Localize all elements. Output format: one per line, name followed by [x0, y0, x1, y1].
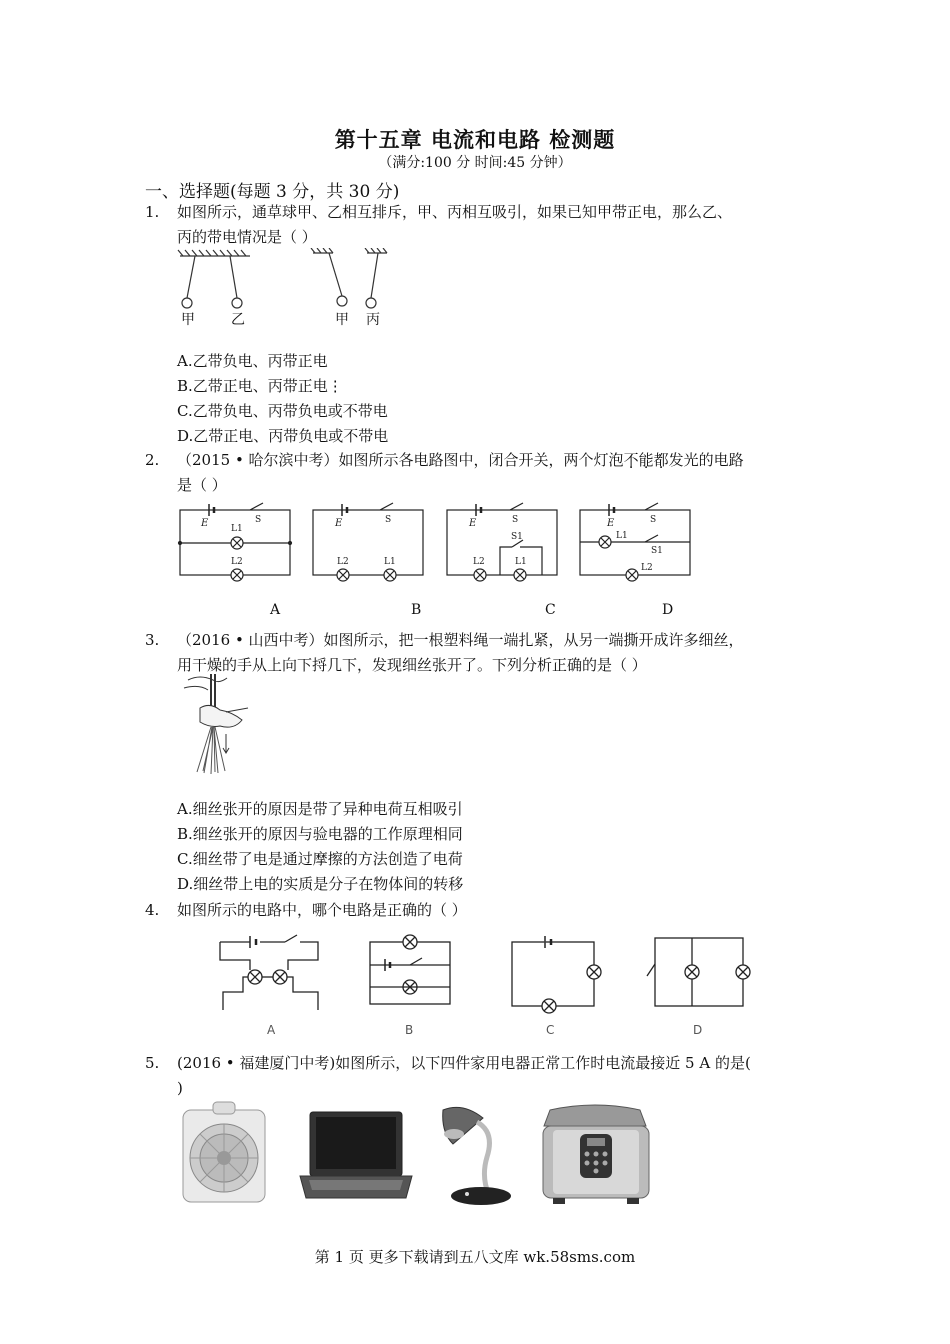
- svg-text:L2: L2: [337, 557, 349, 567]
- option-d: D.乙带正电、丙带负电或不带电: [177, 427, 389, 445]
- option-c: C.乙带负电、丙带负电或不带电: [177, 402, 388, 420]
- svg-text:L1: L1: [231, 524, 243, 534]
- ball-label-yi: 乙: [231, 312, 245, 328]
- ball-label-jia-2: 甲: [335, 312, 349, 328]
- label-battery-e: E: [201, 518, 209, 529]
- circuit-label-d: D: [662, 602, 674, 618]
- option-c: C.细丝带了电是通过摩擦的方法创造了电荷: [177, 850, 463, 868]
- question-number: 1.: [145, 203, 160, 221]
- section-title: 一、选择题(每题 3 分，共 30 分): [145, 182, 400, 202]
- label-switch-s: S: [255, 515, 262, 525]
- ball-label-jia: 甲: [181, 312, 195, 328]
- question-text-line-1: （2016 • 山西中考）如图所示，把一根塑料绳一端扎紧，从另一端撕开成许多细丝，: [177, 631, 744, 649]
- laptop-image: [300, 1112, 412, 1198]
- rice-cooker-image: [543, 1105, 649, 1204]
- ceiling-hatch-left: [178, 250, 246, 256]
- circuit-c: [512, 936, 601, 1013]
- question-number: 5.: [145, 1054, 160, 1072]
- fan-image: [183, 1102, 265, 1202]
- svg-text:L1: L1: [384, 557, 396, 567]
- circuit-d: [647, 938, 750, 1006]
- circuit-label-c: C: [545, 602, 556, 618]
- svg-text:L1: L1: [616, 531, 628, 541]
- question-text-line-2: 用干燥的手从上向下捋几下，发现细丝张开了。下列分析正确的是（ ）: [177, 656, 647, 674]
- circuit-b: [370, 935, 450, 1004]
- circuit-figures-q2: [175, 498, 715, 588]
- circuit-a: [220, 935, 318, 1010]
- svg-text:S: S: [385, 515, 392, 525]
- question-text-line-1: 如图所示的电路中，哪个电路是正确的（ ）: [177, 901, 467, 919]
- option-b: B.乙带正电、丙带正电⋮: [177, 377, 343, 395]
- svg-text:L2: L2: [231, 557, 243, 567]
- circuit-label-b: B: [405, 1023, 414, 1037]
- svg-text:L1: L1: [515, 557, 527, 567]
- question-text-line-1: 如图所示，通草球甲、乙相互排斥，甲、丙相互吸引，如果已知甲带正电，那么乙、: [177, 203, 733, 221]
- question-text-line-2: 是（ ）: [177, 476, 227, 494]
- question-text-line-2: ): [177, 1079, 183, 1097]
- option-a: A.细丝张开的原因是带了异种电荷互相吸引: [177, 800, 463, 818]
- desk-lamp-image: [443, 1107, 511, 1205]
- circuit-c: [447, 503, 557, 581]
- svg-text:E: E: [335, 518, 343, 529]
- circuit-label-a: A: [270, 602, 281, 618]
- svg-text:S: S: [650, 515, 657, 525]
- svg-text:L2: L2: [641, 563, 653, 573]
- circuit-label-a: A: [267, 1023, 276, 1037]
- svg-text:L2: L2: [473, 557, 485, 567]
- question-text-line-1: (2016 • 福建厦门中考)如图所示，以下四件家用电器正常工作时电流最接近 5 A 的是(: [177, 1054, 751, 1072]
- page-footer: 第 1 页 更多下载请到五八文库 wk.58sms.com: [314, 1248, 636, 1266]
- page-subtitle: （满分:100 分 时间:45 分钟）: [378, 155, 572, 171]
- circuit-label-c: C: [546, 1023, 555, 1037]
- appliance-figures: [175, 1100, 655, 1210]
- svg-text:S: S: [512, 515, 519, 525]
- ball-label-bing: 丙: [366, 312, 380, 328]
- svg-text:S1: S1: [511, 532, 523, 542]
- question-number: 4.: [145, 901, 160, 919]
- plastic-rope-hand-figure: [178, 672, 253, 777]
- circuit-b: [313, 503, 423, 581]
- svg-text:S1: S1: [651, 546, 663, 556]
- question-number: 2.: [145, 451, 160, 469]
- svg-text:E: E: [469, 518, 477, 529]
- circuit-a: [179, 503, 292, 581]
- circuit-label-d: D: [693, 1023, 703, 1037]
- question-text-line-2: 丙的带电情况是（ ）: [177, 228, 317, 246]
- circuit-label-b: B: [411, 602, 422, 618]
- option-a: A.乙带负电、丙带正电: [177, 352, 328, 370]
- question-number: 3.: [145, 631, 160, 649]
- option-b: B.细丝张开的原因与验电器的工作原理相同: [177, 825, 463, 843]
- circuit-d: [580, 503, 690, 581]
- svg-text:E: E: [607, 518, 615, 529]
- circuit-figures-q4: [215, 930, 765, 1015]
- page-title: 第十五章 电流和电路 检测题: [334, 127, 616, 152]
- option-d: D.细丝带上电的实质是分子在物体间的转移: [177, 875, 464, 893]
- question-text-line-1: （2015 • 哈尔滨中考）如图所示各电路图中，闭合开关，两个灯泡不能都发光的电路: [177, 451, 744, 469]
